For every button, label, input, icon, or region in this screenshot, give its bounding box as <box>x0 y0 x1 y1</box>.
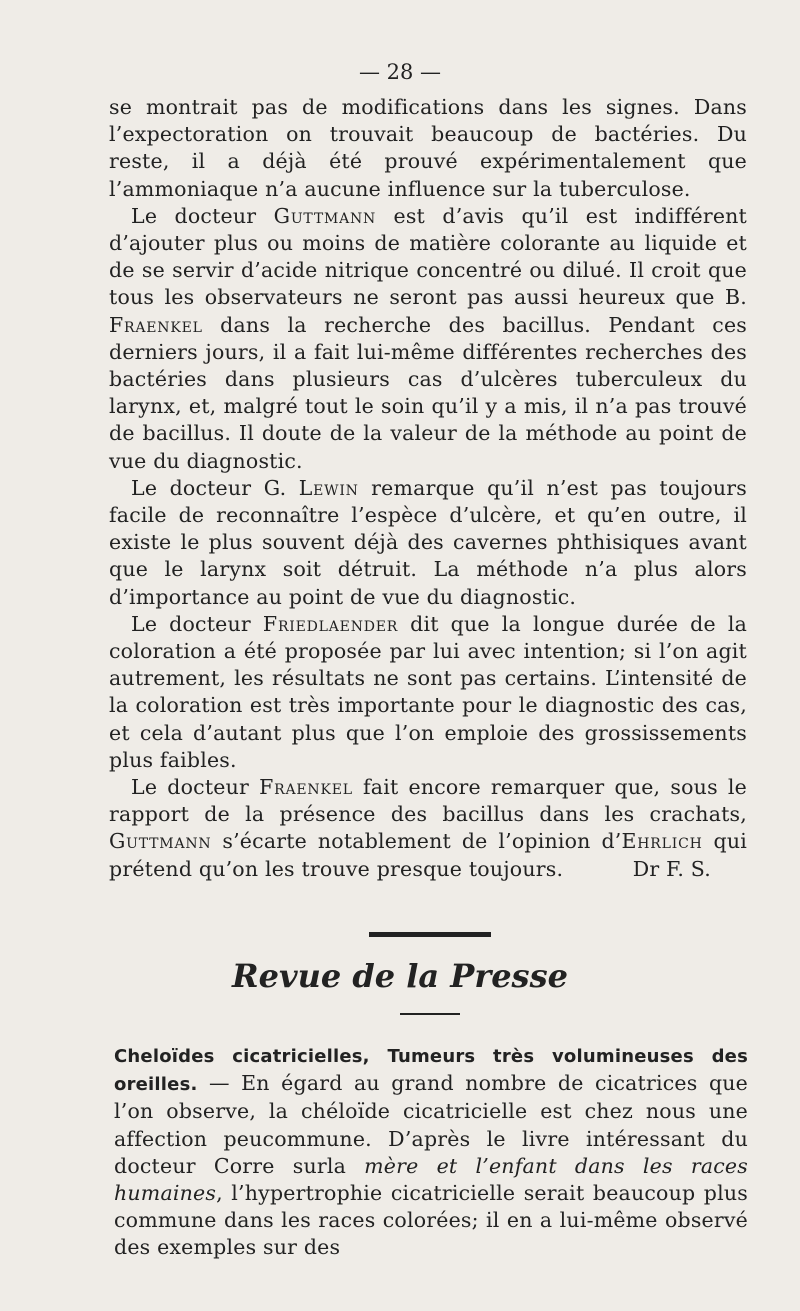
author-name: Guttmann <box>109 829 212 854</box>
body-text <box>109 94 747 883</box>
page-number: — 28 — <box>358 60 442 84</box>
text-run: dans la recherche des bacillus. Pendant ces derniers jours, il a fait lui-même différentes recherches des bactéries dans plusieurs cas d’ulcères tuberculeux du larynx, et, malgré tout le soin qu’il y a mis, il n’a pas trouvé de bacillus. Il doute de la valeur de la méthode au point de vue du diagnostic. <box>109 312 747 473</box>
section-title: Revue de la Presse <box>232 957 568 995</box>
author-name: Friedlaender <box>262 611 399 636</box>
paragraph-3 <box>109 475 747 611</box>
text-run: remarque qu’il n’est pas toujours facile de reconnaître l’espèce d’ulcère, et qu’en outre, il existe le plus souvent déjà des cavernes phthisiques avant que le larynx soit détruit. La méthode n’a plus alors d’importance au point de vue du diagnostic. <box>109 475 747 609</box>
author-name: Fraenkel <box>259 775 353 800</box>
paragraph-5 <box>109 774 747 883</box>
paragraph-2 <box>109 203 747 475</box>
text-run: Le docteur <box>131 775 260 800</box>
paragraph-4 <box>109 611 747 774</box>
signature: Dr F. S. <box>632 856 711 881</box>
text-run: s’écarte notablement de l’opinion d’ <box>211 829 622 854</box>
author-name: Guttmann <box>273 203 377 228</box>
revue-text <box>114 1042 748 1262</box>
text-run: qui prétend qu’on les trouve presque toujours. <box>109 829 747 881</box>
section-divider-top <box>369 932 491 937</box>
text-run: — En égard au grand nombre de cicatrices que l’on observe, la chéloïde cicatricielle est chez nous une affection peucommune. D’après le livre intéressant du docteur Corre surla <box>114 1071 748 1178</box>
author-name: Fraenkel <box>109 312 203 337</box>
text-run: est d’avis qu’il est indifférent d’ajouter plus ou moins de matière colorante au liquide et de se servir d’acide nitrique concentré ou dilué. Il croit que tous les observateurs ne seront pas aussi heureux que B. <box>109 203 747 310</box>
text-run: fait encore remarquer que, sous le rapport de la présence des bacillus dans les crachats, <box>109 775 747 827</box>
section-divider-bottom <box>400 1013 460 1015</box>
book-title: mère et l’enfant dans les races humaines <box>114 1153 748 1206</box>
text-run: Le docteur <box>131 611 263 636</box>
author-name: Ehrlich <box>621 829 703 854</box>
author-name: Lewin <box>298 475 359 500</box>
paragraph-1: se montrait pas de modifications dans les signes. Dans l’expectoration on trouvait beaucoup de bactéries. Du reste, il a déjà été prouvé expérimentalement que l’ammoniaque n’a aucune influence sur la tuberculose. <box>109 95 747 201</box>
revue-paragraph <box>114 1042 748 1262</box>
text-run: , l’hypertrophie cicatricielle serait beaucoup plus commune dans les races colorées; il en a lui-même observé des exemples sur des <box>114 1181 748 1260</box>
text-run: Le docteur <box>131 203 274 228</box>
text-run: Le docteur G. <box>131 475 299 500</box>
text-run: dit que la longue durée de la coloration a été proposée par lui avec intention; si l’on agit autrement, les résultats ne sont pas certains. L’intensité de la coloration est très importante pour le diagnostic des cas, et cela d’autant plus que l’on emploie des grossissements plus faibles. <box>109 611 748 772</box>
article-heading: Cheloïdes cicatricielles, Tumeurs très volumineuses des oreilles. <box>114 1046 748 1096</box>
